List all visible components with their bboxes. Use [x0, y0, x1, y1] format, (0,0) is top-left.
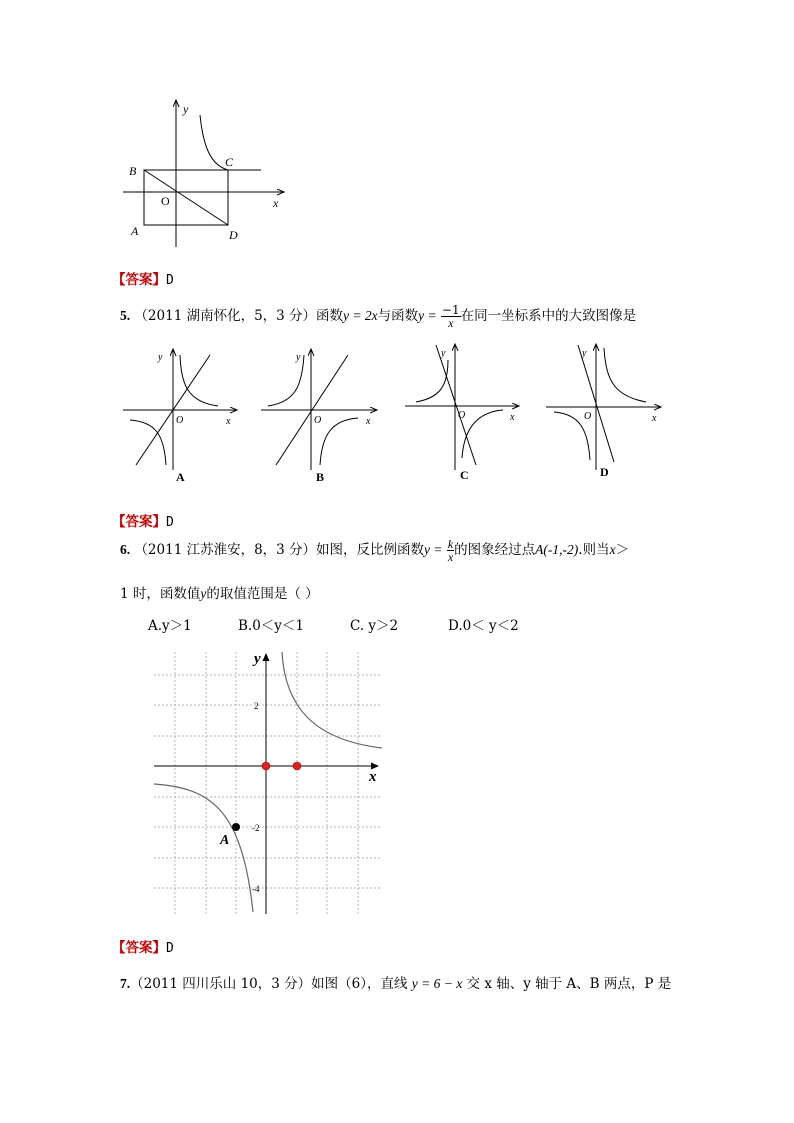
q6-option-a: A.y＞1: [148, 618, 192, 634]
svg-text:y: y: [441, 348, 446, 359]
q4-answer: [112, 268, 174, 288]
question-text: （2011 四川乐山 10，3 分）如图（6），直线: [130, 976, 408, 992]
answer-value: D: [166, 515, 174, 530]
question-text: 1 时，函数值: [120, 586, 201, 602]
tick-neg2: -2: [252, 823, 260, 833]
q4-label-O: O: [161, 194, 170, 208]
question-text: （2011 江苏淮安，8，3 分）如图，反比例函数: [134, 542, 425, 558]
origin-point: [262, 762, 270, 770]
svg-text:x: x: [366, 416, 371, 427]
question-text: 交 x 轴、y 轴于 A、B 两点，P 是: [466, 976, 672, 992]
svg-text:O: O: [314, 415, 322, 426]
svg-text:y: y: [296, 352, 301, 363]
equation: y = 6 − x: [411, 976, 463, 991]
question-number: 5.: [120, 308, 131, 323]
panel-c: [405, 345, 518, 482]
q4-label-A: A: [131, 224, 139, 238]
panel-b: [261, 350, 376, 484]
denominator: x: [448, 316, 454, 330]
answer-value: D: [166, 273, 174, 288]
question-number: 6.: [120, 542, 131, 557]
denominator: x: [447, 550, 454, 564]
svg-text:A: A: [176, 470, 185, 484]
q6-option-d: D.0＜ y＜2: [448, 618, 519, 634]
svg-text:C: C: [460, 468, 469, 482]
numerator: −1: [441, 303, 460, 317]
question-text: （2011 湖南怀化，5，3 分）函数: [134, 308, 344, 324]
q7-question: [120, 972, 671, 992]
svg-text:y: y: [158, 352, 163, 363]
numerator: k: [447, 537, 454, 551]
panel-a: [123, 350, 236, 484]
point-a: A(-1,-2): [535, 542, 579, 557]
svg-text:D: D: [600, 465, 609, 479]
answer-bracket: 【答案】: [112, 272, 166, 288]
fraction: [441, 304, 461, 329]
q6-question-line2: [120, 582, 319, 602]
svg-text:y: y: [582, 348, 587, 359]
tick-neg4: -4: [252, 884, 260, 894]
q6-option-b: B.0＜y＜1: [238, 618, 305, 634]
q5-answer: [112, 510, 174, 530]
q6-xlabel: x: [369, 769, 377, 785]
answer-bracket: 【答案】: [112, 940, 166, 956]
svg-text:O: O: [458, 410, 466, 421]
q6-answer: [112, 936, 174, 956]
q4-label-B: B: [129, 164, 137, 178]
q4-figure: [115, 95, 290, 250]
panel-d: [546, 345, 660, 479]
point-a-label: A: [220, 833, 230, 848]
point-a-dot: [232, 823, 240, 831]
cond-var: x: [609, 542, 616, 557]
equation-lhs: y =: [418, 308, 437, 323]
svg-text:x: x: [510, 412, 515, 423]
question-text: .则当: [578, 542, 610, 558]
q6-ylabel: y: [254, 651, 261, 667]
var-y: y: [200, 586, 207, 601]
x1-point: [293, 762, 301, 770]
svg-text:O: O: [176, 415, 184, 426]
tick-2: 2: [254, 701, 259, 711]
q6-graph: [150, 648, 390, 916]
cond-sym: ＞: [615, 542, 630, 558]
q4-label-x: x: [273, 196, 279, 210]
equation-lhs: y =: [424, 542, 443, 557]
svg-text:B: B: [316, 470, 325, 484]
svg-text:x: x: [226, 416, 231, 427]
q6-question-line1: [120, 538, 629, 563]
svg-text:O: O: [584, 411, 592, 422]
q4-label-y: y: [183, 102, 189, 116]
question-text: 与函数: [377, 308, 419, 324]
answer-bracket: 【答案】: [112, 514, 166, 530]
question-text: 的图象经过点: [454, 542, 536, 558]
answer-value: D: [166, 941, 174, 956]
q6-option-c: C. y＞2: [350, 618, 399, 634]
q5-question: [120, 304, 636, 329]
equation: y = 2x: [343, 308, 378, 323]
q4-label-C: C: [225, 155, 234, 169]
question-number: 7.: [120, 976, 131, 991]
question-text: 在同一坐标系中的大致图像是: [460, 308, 637, 324]
grid: [154, 652, 382, 914]
question-text: 的取值范围是（ ）: [206, 586, 319, 602]
q4-label-D: D: [229, 228, 238, 242]
svg-text:x: x: [652, 413, 657, 424]
q5-panels: [118, 340, 668, 488]
